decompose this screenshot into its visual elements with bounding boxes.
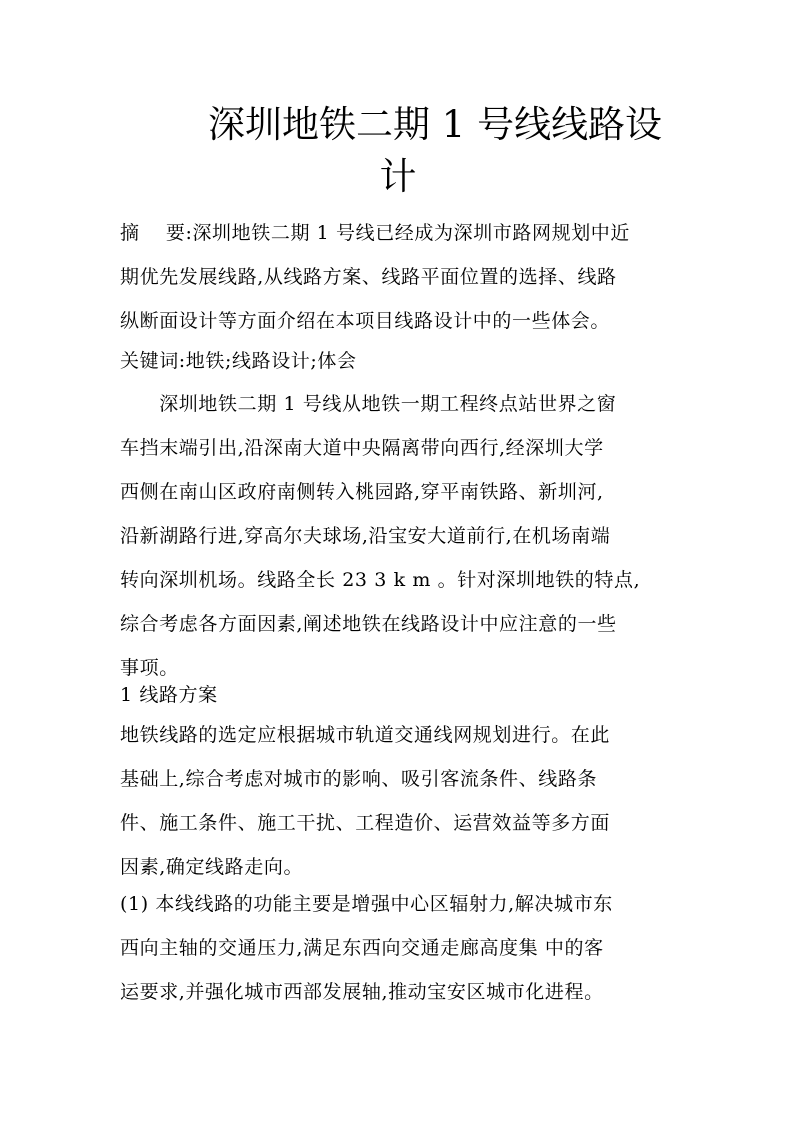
document-title-line-1: 深圳地铁二期 1 号线线路设 [208, 103, 663, 146]
intro-line: 深圳地铁二期 1 号线从地铁一期工程终点站世界之窗 [120, 393, 617, 415]
keywords-text: 关键词:地铁;线路设计;体会 [120, 350, 357, 372]
section-1-line: 地铁线路的选定应根据城市轨道交通线网规划进行。在此 [120, 724, 611, 746]
list-item-line: 西向主轴的交通压力,满足东西向交通走廊高度集 中的客 [120, 937, 604, 959]
intro-line: 综合考虑各方面因素,阐述地铁在线路设计中应注意的一些 [120, 613, 617, 635]
abstract-line: 期优先发展线路,从线路方案、线路平面位置的选择、线路 [120, 266, 617, 288]
intro-line: 沿新湖路行进,穿高尔夫球场,沿宝安大道前行,在机场南端 [120, 525, 611, 547]
intro-line: 车挡末端引出,沿深南大道中央隔离带向西行,经深圳大学 [120, 437, 604, 459]
section-1-line: 件、施工条件、施工干扰、工程造价、运营效益等多方面 [120, 812, 611, 834]
section-1-line: 因素,确定线路走向。 [120, 856, 304, 878]
list-item-line: (1) 本线线路的功能主要是增强中心区辐射力,解决城市东 [120, 893, 613, 915]
list-item-line: 运要求,并强化城市西部发展轴,推动宝安区城市化进程。 [120, 981, 604, 1003]
section-heading-text: 1 线路方案 [120, 684, 218, 706]
intro-line: 西侧在南山区政府南侧转入桃园路,穿平南铁路、新圳河, [120, 481, 604, 503]
abstract-line: 纵断面设计等方面介绍在本项目线路设计中的一些体会。 [120, 310, 611, 332]
document-title-line-2: 计 [379, 155, 417, 198]
abstract-line: 摘 要:深圳地铁二期 1 号线已经成为深圳市路网规划中近 [120, 222, 631, 244]
section-1-line: 基础上,综合考虑对城市的影响、吸引客流条件、线路条 [120, 768, 598, 790]
intro-line: 事项。 [120, 657, 179, 679]
intro-line: 转向深圳机场。线路全长 23 3 k m 。针对深圳地铁的特点, [120, 569, 641, 591]
